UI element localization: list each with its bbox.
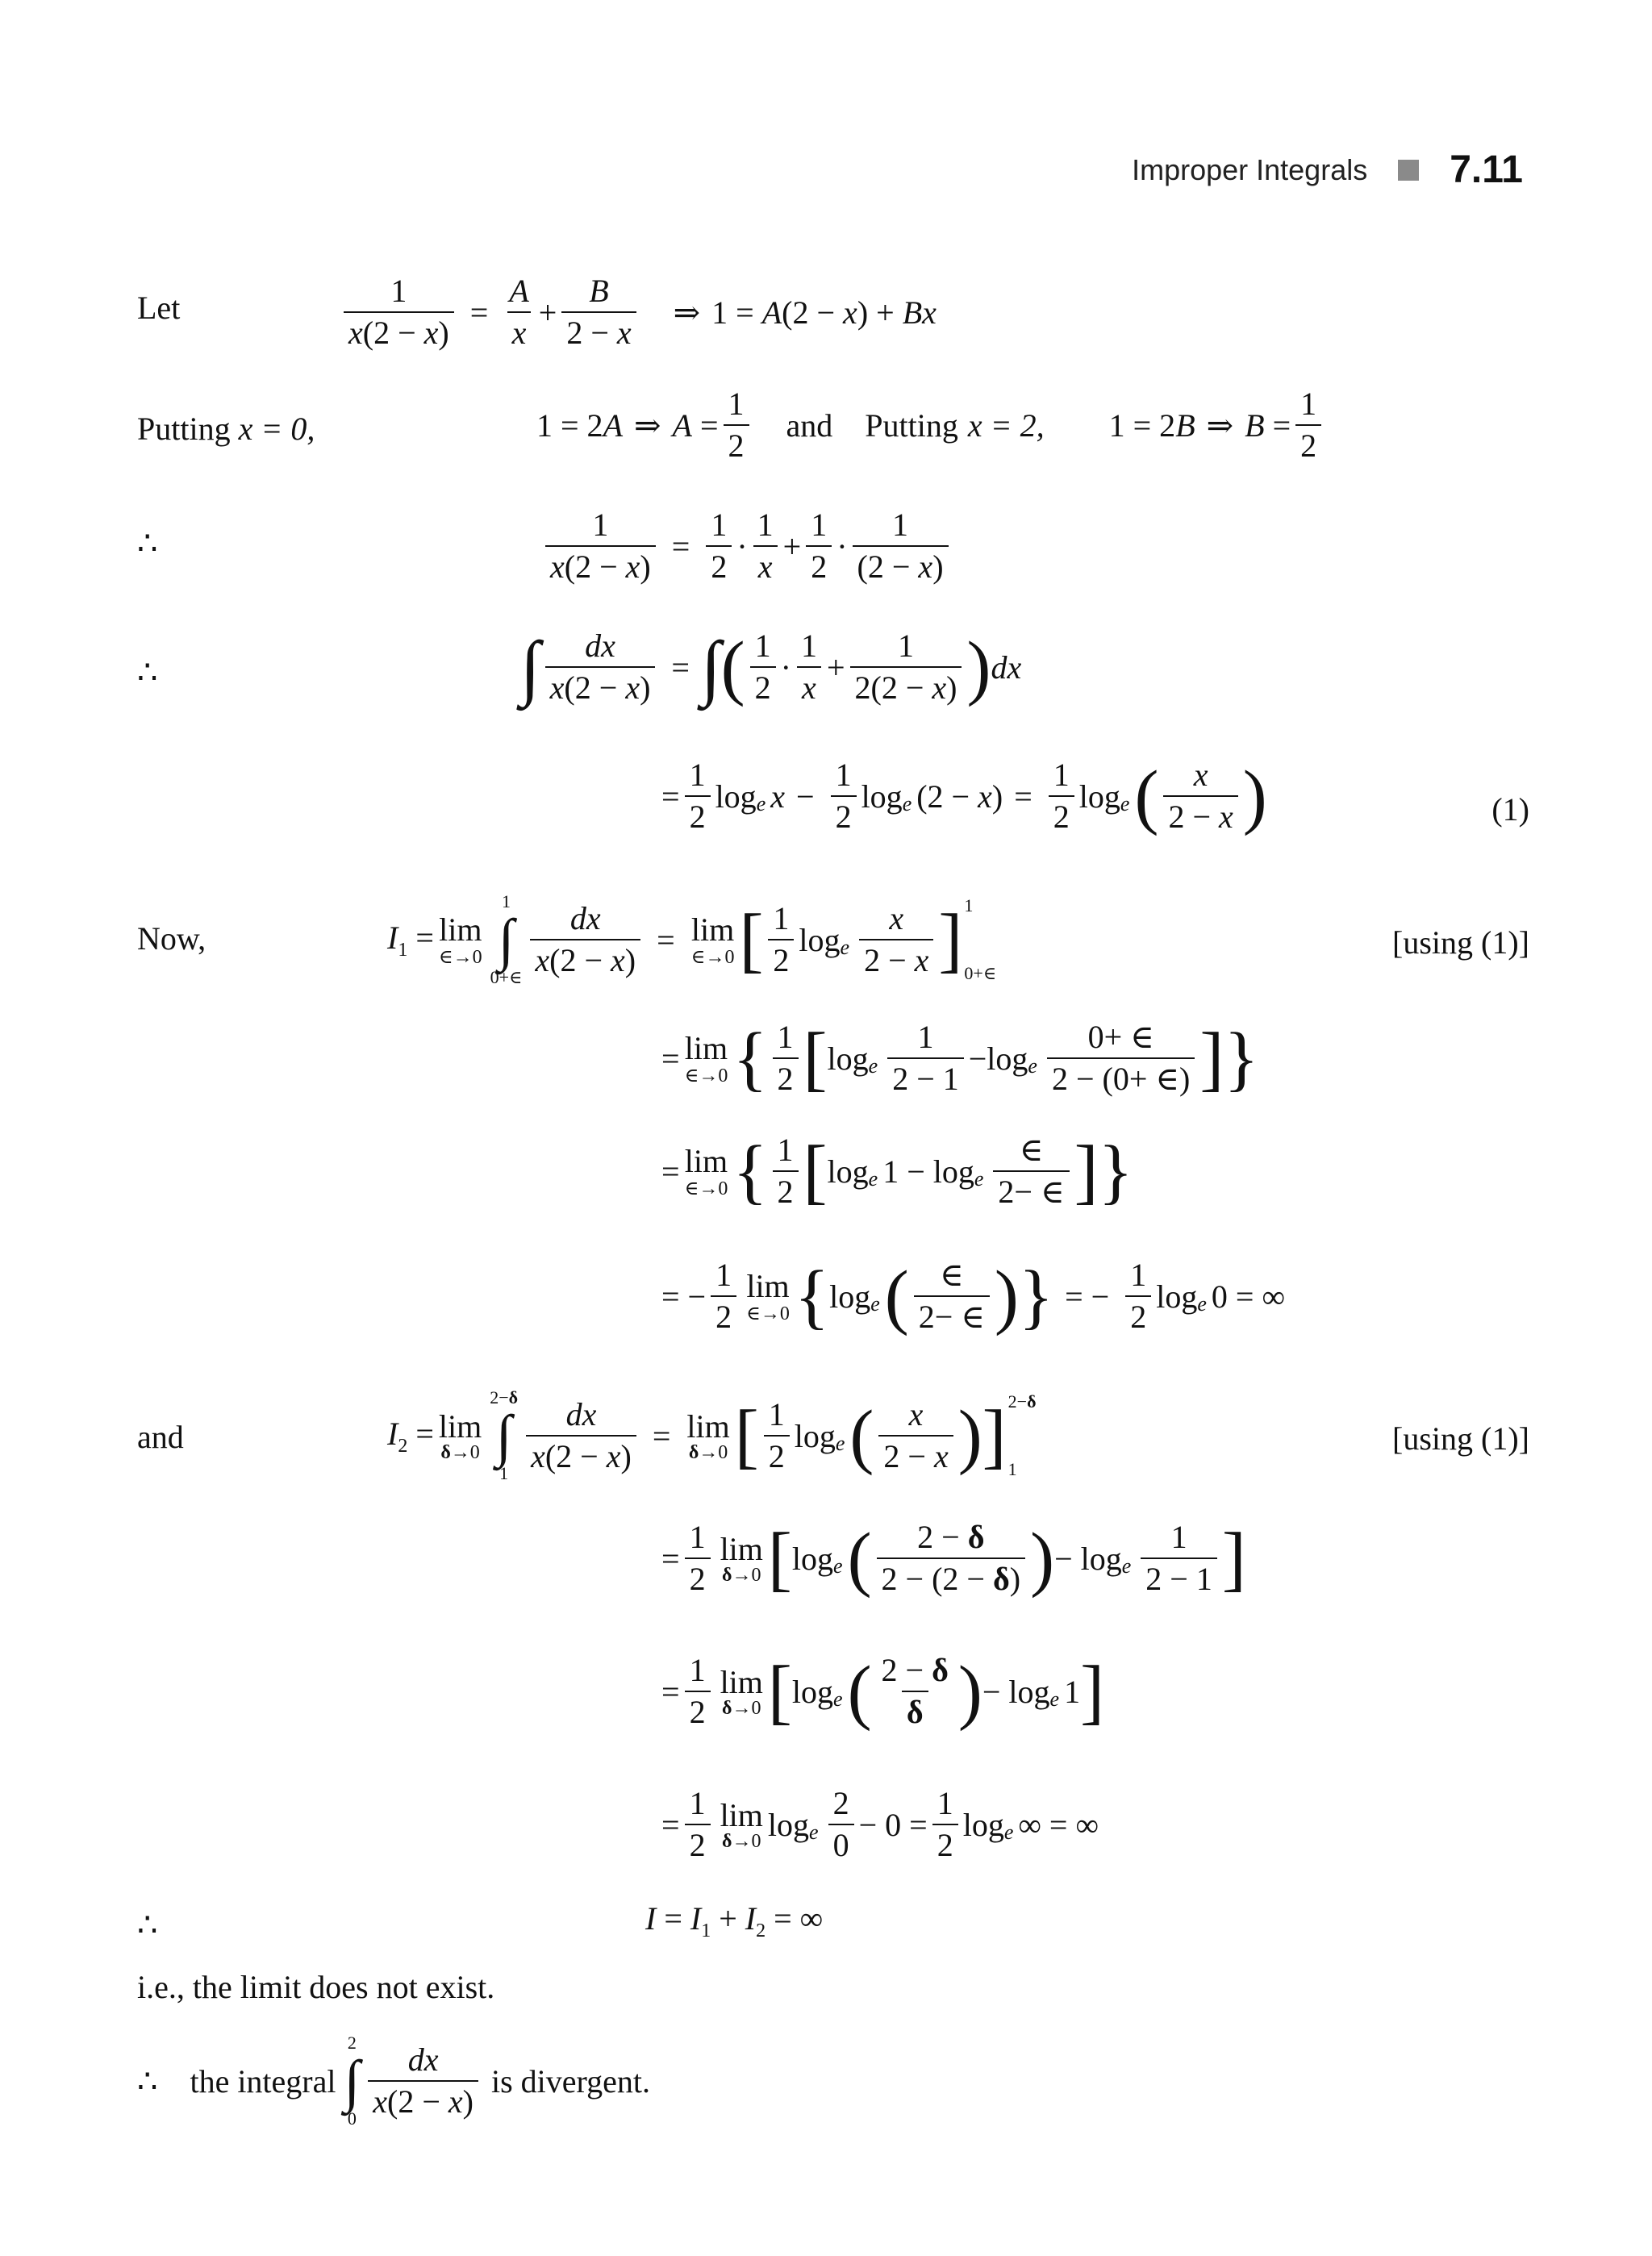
header-square-icon (1398, 160, 1419, 181)
and-label: and (137, 1419, 184, 1455)
i2-definition: $I_2$ = lim δ→0 2−δ ∫ 1 $\frac{dx}{x(2 - x)}$ = lim δ→0 [ $\frac{1}{2}$ log e ( $\frac{x}{2 - x}$ )] 2−δ 1 (387, 1387, 1037, 1484)
solve-a: 1 = 2A ⇒ A = $\frac{1}{2}$ and Putting x = 2, 1 = 2B ⇒ B = $\frac{1}{2}$ (536, 387, 1326, 463)
equation-tag-1: (1) (1491, 791, 1529, 828)
conclusion: ∴ the integral 2 ∫ 0 $\frac{dx}{x(2 - x)}$ is divergent. (137, 2033, 650, 2129)
sum-result: $I = I_1 + I_2$ = ∞ (645, 1900, 824, 1941)
log-result: = $\frac{1}{2}$ log e x − $\frac{1}{2}$ log e (2 − x) = $\frac{1}{2}$ log e ( $\frac{x}{2 - x}$ ) (661, 756, 1267, 836)
limit-not-exist-text: i.e., the limit does not exist. (137, 1969, 495, 2005)
therefore-2: ∴ (137, 654, 158, 690)
i2-step3: = $\frac{1}{2}$ lim δ→0 [ log e ( $\frac{2 - \delta}{\delta}$ ) − log e 1 ] (661, 1651, 1105, 1732)
chapter-title: Improper Integrals (1132, 152, 1368, 186)
therefore-1: ∴ (137, 525, 158, 561)
let-label: Let (137, 290, 181, 326)
therefore-3: ∴ (137, 1907, 158, 1943)
decomposition: $\frac{1}{x(2 - x)}$ = $\frac{1}{2}$ · $\frac{1}{x}$ + $\frac{1}{2}$ · $\frac{1}{(2 - x)}$ (540, 508, 953, 584)
now-label: Now, (137, 920, 206, 957)
putting-label-1: Putting x = 0, (137, 411, 315, 447)
integral-split: ∫ $\frac{dx}{x(2 - x)}$ = ∫ ( $\frac{1}{2}$ · $\frac{1}{x}$ + $\frac{1}{2(2 - x)}$ ) dx (520, 627, 1022, 707)
using-tag-1: [using (1)] (1392, 924, 1529, 961)
page-number: 7.11 (1450, 148, 1523, 191)
using-tag-2: [using (1)] (1392, 1420, 1529, 1457)
i2-step2: = $\frac{1}{2}$ lim δ→0 [ log e ( $\frac{2 - \delta}{2 - (2 - \delta)}$ ) − log e $\frac{1}{2 - 1}$ ] (661, 1518, 1246, 1599)
i1-step4: = − $\frac{1}{2}$ lim ∈→0 { log e ( $\frac{\in}{2- \in}$ )} = − $\frac{1}{2}$ log e 0 = ∞ (661, 1256, 1285, 1337)
i1-step2: = lim ∈→0 { $\frac{1}{2}$ [ log e $\frac{1}{2 - 1}$ −log e $\frac{0+ \in}{2 - (0+ \in)}$ ]} (661, 1018, 1259, 1099)
partial-fraction-setup: $\frac{1}{x(2 - x)}$ = $\frac{A}{x}$ + $\frac{B}{2 - x}$ ⇒ 1 = A(2 − x) + Bx (339, 274, 937, 350)
i2-step4: = $\frac{1}{2}$ lim δ→0 log e $\frac{2}{0}$ − 0 = $\frac{1}{2}$ log e ∞ = ∞ (661, 1785, 1099, 1863)
i1-step3: = lim ∈→0 { $\frac{1}{2}$ [ log e 1 − log e $\frac{\in}{2- \in}$ ]} (661, 1131, 1133, 1211)
i1-definition: $I_1$ = lim ∈→0 1 ∫ 0+∈ $\frac{dx}{x(2 - x)}$ = lim ∈→0 [ $\frac{1}{2}$ log e $\frac{x}{2 - x}$ ] 1 0+∈ (387, 891, 997, 988)
running-header (1132, 148, 1523, 192)
